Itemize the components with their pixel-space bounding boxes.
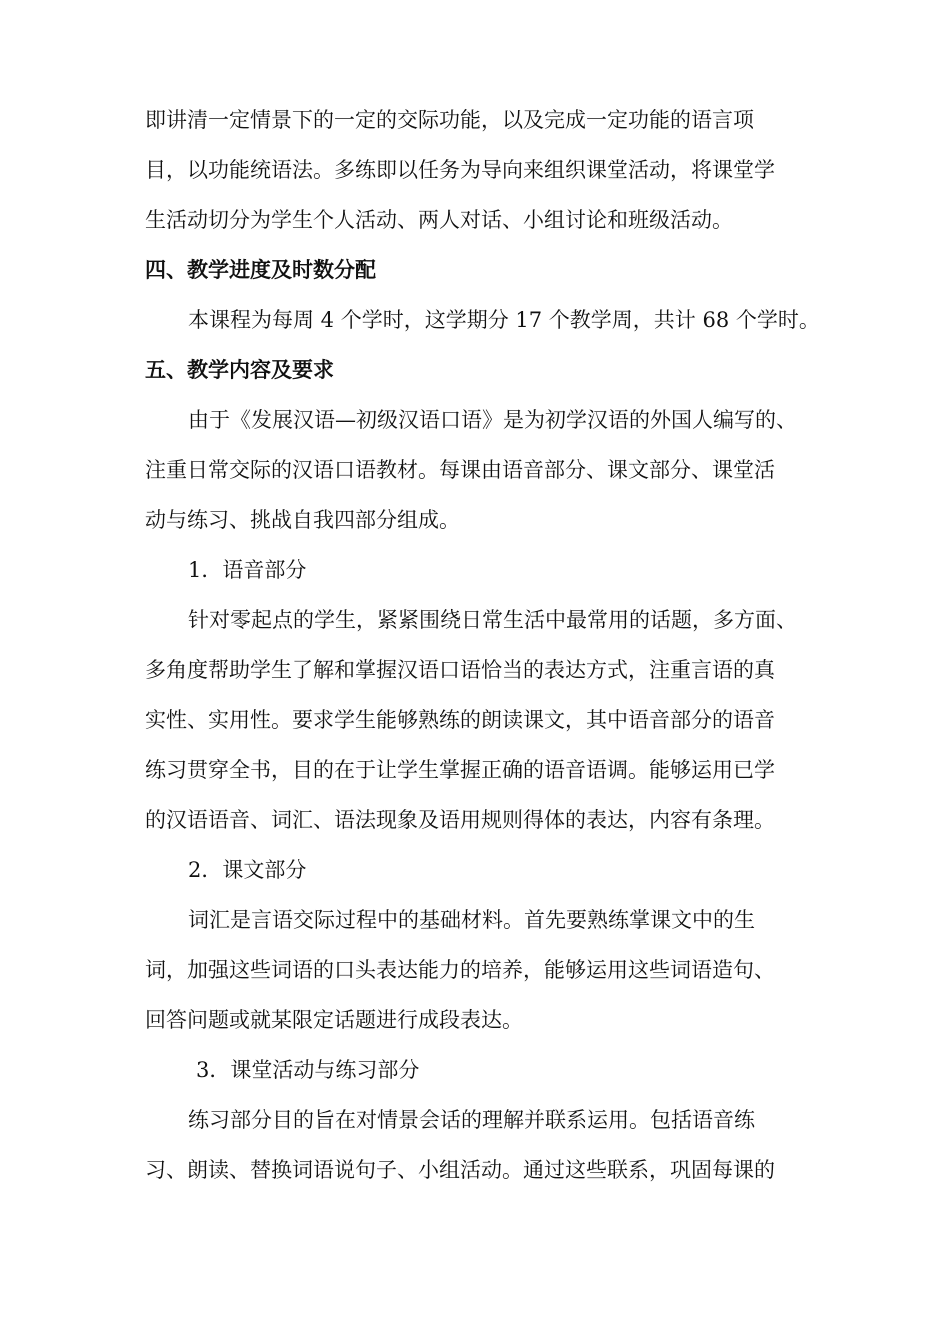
subsection-heading: 3．课堂活动与练习部分: [196, 1058, 420, 1082]
body-text-line: 词，加强这些词语的口头表达能力的培养，能够运用这些词语造句、: [145, 958, 775, 982]
body-text-line: 注重日常交际的汉语口语教材。每课由语音部分、课文部分、课堂活: [145, 458, 775, 482]
body-text-line: 实性、实用性。要求学生能够熟练的朗读课文，其中语音部分的语音: [145, 708, 775, 732]
subsection-heading: 2．课文部分: [188, 858, 307, 882]
body-text-line: 习、朗读、替换词语说句子、小组活动。通过这些联系，巩固每课的: [145, 1158, 775, 1182]
body-text-line: 练习部分目的旨在对情景会话的理解并联系运用。包括语音练: [188, 1108, 755, 1132]
body-text-line: 生活动切分为学生个人活动、两人对话、小组讨论和班级活动。: [145, 208, 733, 232]
body-text-line: 回答问题或就某限定话题进行成段表达。: [145, 1008, 523, 1032]
body-text-line: 由于《发展汉语—初级汉语口语》是为初学汉语的外国人编写的、: [188, 408, 797, 432]
body-text-line: 即讲清一定情景下的一定的交际功能，以及完成一定功能的语言项: [145, 108, 754, 132]
body-text-line: 动与练习、挑战自我四部分组成。: [145, 508, 460, 532]
body-text-line: 多角度帮助学生了解和掌握汉语口语恰当的表达方式，注重言语的真: [145, 658, 775, 682]
body-text-line: 针对零起点的学生，紧紧围绕日常生活中最常用的话题，多方面、: [188, 608, 797, 632]
body-text-line: 练习贯穿全书，目的在于让学生掌握正确的语音语调。能够运用已学: [145, 758, 775, 782]
section-heading: 五、教学内容及要求: [145, 358, 334, 382]
subsection-heading: 1．语音部分: [188, 558, 307, 582]
body-text-line: 的汉语语音、词汇、语法现象及语用规则得体的表达，内容有条理。: [145, 808, 775, 832]
body-text-line: 词汇是言语交际过程中的基础材料。首先要熟练掌课文中的生: [188, 908, 755, 932]
body-text-line: 目，以功能统语法。多练即以任务为导向来组织课堂活动，将课堂学: [145, 158, 775, 182]
section-heading: 四、教学进度及时数分配: [145, 258, 376, 282]
body-text-line: 本课程为每周 4 个学时，这学期分 17 个教学周，共计 68 个学时。: [188, 308, 820, 332]
